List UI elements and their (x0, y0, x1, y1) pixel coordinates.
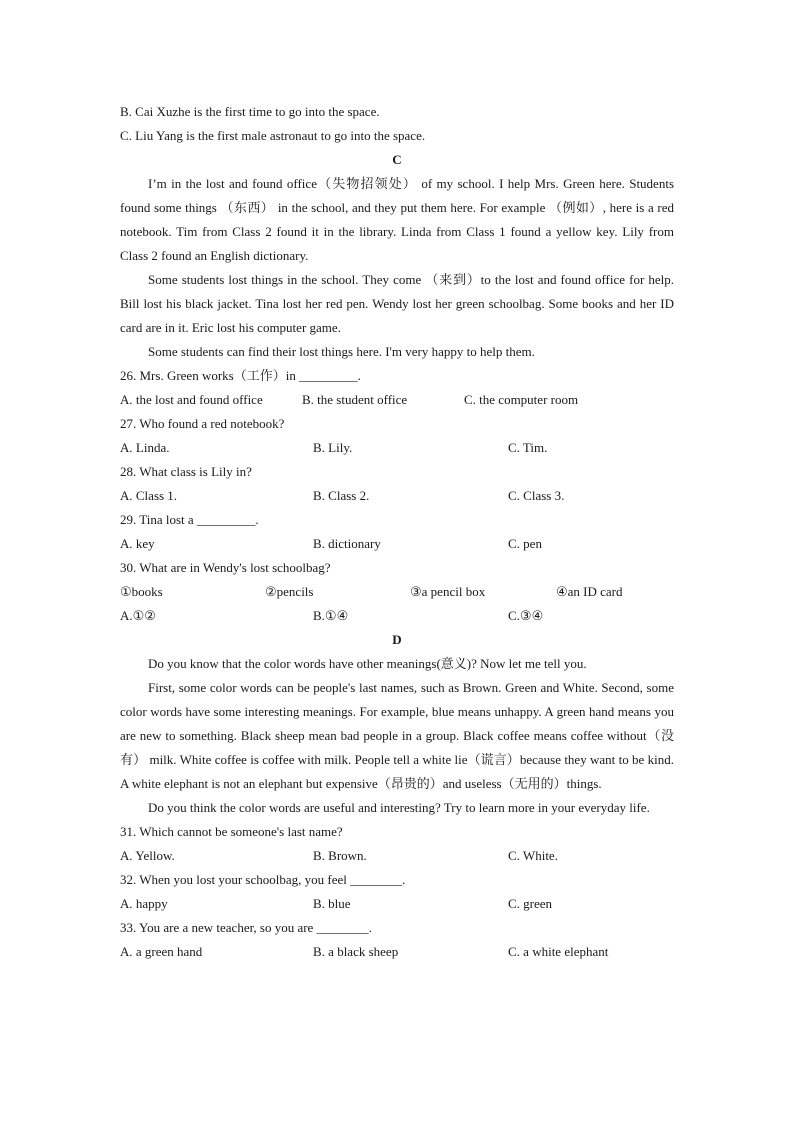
option-b: B. Class 2. (313, 488, 370, 503)
section-c-paragraph: Some students lost things in the school. They come （来到）to the lost and found office for help. Bill lost his black jacket. Tina lost her red pen. Wendy lost her green schoolbag. Some books and her ID card are in it. Eric lost his computer game. (120, 272, 674, 335)
prev-option-b: B. Cai Xuzhe is the first time to go into the space. (120, 104, 380, 119)
question-26: 26. Mrs. Green works（工作）in _________. (120, 368, 361, 383)
option-b: B. a black sheep (313, 944, 399, 959)
option-a: A. key (120, 536, 155, 551)
option-b: B. dictionary (313, 536, 381, 551)
question-30: 30. What are in Wendy's lost schoolbag? (120, 560, 331, 575)
option-c: C. the computer room (464, 392, 579, 407)
option-c: C. Tim. (508, 440, 548, 455)
option-b: B. Lily. (313, 440, 353, 455)
option-c: C. White. (508, 848, 558, 863)
question-27: 27. Who found a red notebook? (120, 416, 285, 431)
question-29: 29. Tina lost a _________. (120, 512, 259, 527)
item-4: ④an ID card (556, 584, 623, 599)
item-3: ③a pencil box (410, 584, 486, 599)
question-26-options (120, 388, 674, 412)
section-c-paragraph: Some students can find their lost things here. I'm very happy to help them. (148, 344, 535, 359)
question-32-options (120, 892, 674, 916)
option-b: B. blue (313, 896, 351, 911)
option-c: C. green (508, 896, 553, 911)
option-c: C. Class 3. (508, 488, 565, 503)
question-30-options (120, 604, 674, 628)
reading-content (120, 100, 674, 964)
option-a: A. happy (120, 896, 168, 911)
option-c: C. a white elephant (508, 944, 609, 959)
prev-option-c: C. Liu Yang is the first male astronaut to go into the space. (120, 128, 426, 143)
section-c-paragraph: I’m in the lost and found office（失物招领处） of my school. I help Mrs. Green here. Students found some things （东西） in the school, and they put them here. For example （例如）, here is a red notebook. Tim from Class 2 found it in the library. Linda from Class 1 found a yellow key. Lily from Class 2 found an English dictionary. (120, 176, 674, 263)
question-33: 33. You are a new teacher, so you are ________. (120, 920, 372, 935)
question-31-options (120, 844, 674, 868)
section-c-title: C (392, 152, 402, 167)
option-a: A. a green hand (120, 944, 203, 959)
option-a: A.①② (120, 608, 156, 623)
question-27-options (120, 436, 674, 460)
section-d-paragraph: Do you think the color words are useful and interesting? Try to learn more in your everyday life. (148, 800, 650, 815)
option-b: B. the student office (302, 392, 408, 407)
section-d-paragraph: Do you know that the color words have other meanings(意义)? Now let me tell you. (148, 656, 587, 671)
option-c: C.③④ (508, 608, 544, 623)
question-33-options (120, 940, 674, 964)
question-28-options (120, 484, 674, 508)
item-1: ①books (120, 584, 163, 599)
item-2: ②pencils (265, 584, 314, 599)
option-a: A. Linda. (120, 440, 170, 455)
section-d-paragraph: First, some color words can be people's last names, such as Brown. Green and White. Second, some color words have some interesting meanings. For example, blue means unhappy. A green hand means you are new to something. Black sheep mean bad people in a group. Black coffee means coffee without（没有） milk. White coffee is coffee with milk. People tell a white lie（谎言）because they want to be kind. A white elephant is not an elephant but expensive（昂贵的）and useless（无用的）things. (120, 680, 674, 791)
option-a: A. the lost and found office (120, 392, 263, 407)
question-32: 32. When you lost your schoolbag, you feel ________. (120, 872, 406, 887)
option-a: A. Class 1. (120, 488, 178, 503)
option-c: C. pen (508, 536, 542, 551)
section-d-title: D (392, 632, 402, 647)
option-b: B.①④ (313, 608, 349, 623)
question-29-options (120, 532, 674, 556)
question-28: 28. What class is Lily in? (120, 464, 252, 479)
option-a: A. Yellow. (120, 848, 175, 863)
question-30-items (120, 580, 674, 604)
option-b: B. Brown. (313, 848, 367, 863)
question-31: 31. Which cannot be someone's last name? (120, 824, 343, 839)
